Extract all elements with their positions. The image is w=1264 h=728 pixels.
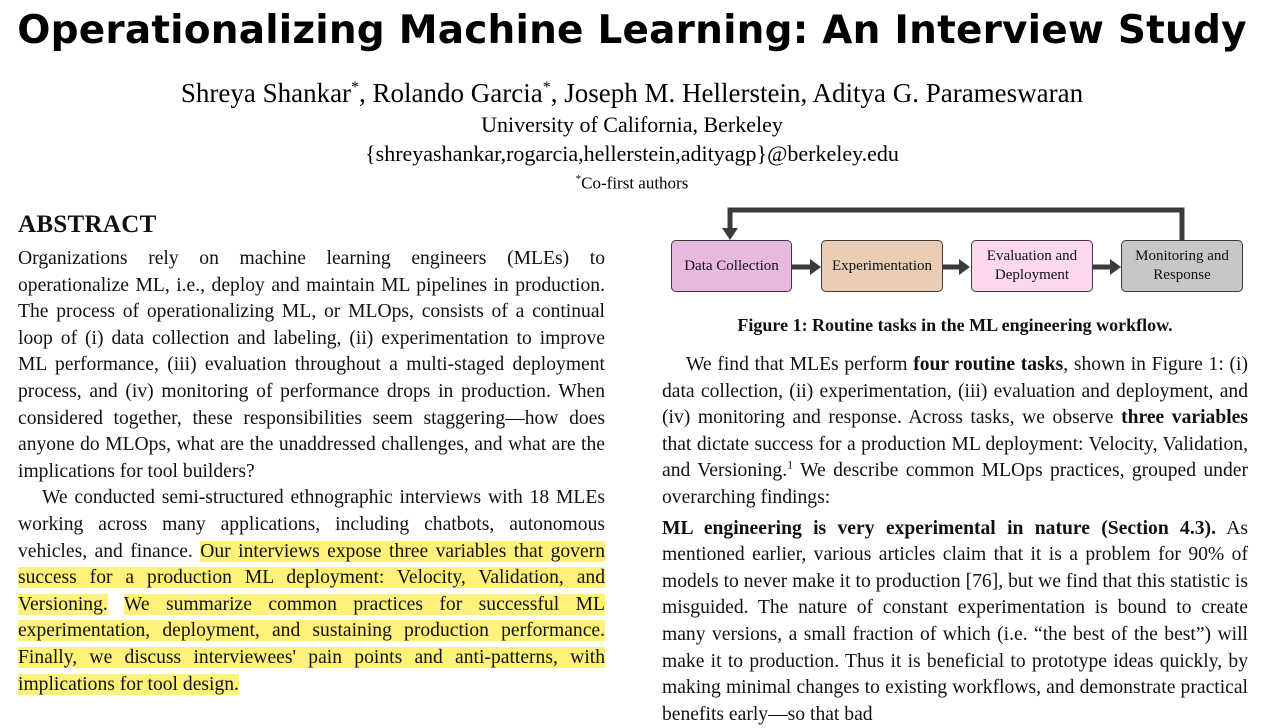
box-evaluation-deployment xyxy=(971,240,1093,292)
intro-paragraph-1 xyxy=(662,352,1248,512)
feedback-loop-arrow xyxy=(730,210,1182,240)
author-name: Joseph M. Hellerstein xyxy=(564,78,801,108)
co-first-marker: * xyxy=(351,79,360,96)
author-separator: , xyxy=(550,78,565,108)
author-name: Rolando Garcia xyxy=(372,78,543,108)
abstract-heading: ABSTRACT xyxy=(18,211,157,238)
finding-heading: ML engineering is very experimental in nature (Section 4.3). xyxy=(662,517,1216,539)
author-separator: , xyxy=(800,78,813,108)
highlighted-sentence[interactable]: We summarize common practices for successful ML experimentation, deployment, and sustaining production performance. xyxy=(18,593,605,642)
intro-text: We describe common MLOps practices, grouped under overarching findings: xyxy=(662,460,1248,508)
author-name: Shreya Shankar xyxy=(180,78,352,108)
abstract-space xyxy=(108,594,124,615)
box-label: Data Collection xyxy=(684,257,779,274)
intro-text: As mentioned earlier, various articles claim that it is a problem for 90% of models to never make it to production [76], but we find that this statistic is misguided. The nature of constant experimentation is bound to create many versions, a small fraction of which (i.e. “the best of the best”) will make it to production. Thus it is beneficial to prototype ideas quickly, by making minimal changes to existing workflows, and demonstrate practical benefits early—so that bad xyxy=(662,517,1248,725)
author-list xyxy=(0,78,1264,109)
box-label: Evaluation and Deployment xyxy=(986,248,1078,283)
abstract-paragraph-2 xyxy=(18,485,605,698)
intro-paragraph-2 xyxy=(662,516,1248,728)
highlighted-sentence[interactable]: Our interviews expose three variables that govern success for a production ML deployment: Velocity, Validation, and Versioning. xyxy=(18,540,605,615)
intro-section xyxy=(662,352,1248,728)
arrowhead-3 xyxy=(1110,259,1121,275)
author-separator: , xyxy=(359,78,373,108)
intro-text: We find that MLEs perform xyxy=(686,354,914,375)
highlighted-sentence[interactable]: Finally, we discuss interviewees' pain points and anti-patterns, with implications for tool design. xyxy=(18,646,605,695)
footnote-marker[interactable]: 1 xyxy=(787,457,794,472)
co-first-text: Co-first authors xyxy=(581,173,689,193)
abstract-text: We conducted semi-structured ethnographic interviews with 18 MLEs working across many applications, including chatbots, autonomous vehicles, and finance. xyxy=(18,487,605,562)
arrowhead-2 xyxy=(959,259,970,275)
author-emails: {shreyashankar,rogarcia,hellerstein,adityagp}@berkeley.edu xyxy=(365,141,899,166)
affiliation: University of California, Berkeley xyxy=(481,112,783,137)
box-label: Experimentation xyxy=(832,257,932,274)
box-label: Monitoring and Response xyxy=(1135,248,1229,283)
arrowhead-1 xyxy=(810,259,821,275)
figure-caption: Figure 1: Routine tasks in the ML engineering workflow. xyxy=(737,315,1173,335)
bold-phrase: four routine tasks xyxy=(913,354,1064,375)
feedback-arrowhead xyxy=(722,228,738,240)
co-first-note xyxy=(0,173,1264,194)
intro-text: that dictate success for a production ML deployment: Velocity, Validation, and Versioning. xyxy=(662,433,1248,482)
box-data-collection xyxy=(671,240,792,292)
paper-title: Operationalizing Machine Learning: An Interview Study xyxy=(17,8,1247,53)
abstract-paragraph-1: Organizations rely on machine learning engineers (MLEs) to operationalize ML, i.e., deploy and maintain ML pipelines in production. The process of operationalizing ML, or MLOps, consists of a continual loop of (i) data collection and labeling, (ii) experimentation to improve ML performance, (iii) evaluation throughout a multi-staged deployment process, and (iv) monitoring of performance drops in production. When considered together, these responsibilities seem staggering—how does anyone do MLOps, what are the unaddressed challenges, and what are the implications for tool builders? xyxy=(18,248,605,482)
intro-text: , shown in Figure 1: (i) data collection, (ii) experimentation, (iii) evaluation and deployment, and (iv) monitoring and response. Across tasks, we observe xyxy=(662,354,1248,429)
bold-phrase: three variables xyxy=(1121,407,1249,429)
author-name: Aditya G. Parameswaran xyxy=(812,78,1084,108)
co-first-marker: * xyxy=(575,173,582,185)
co-first-marker: * xyxy=(542,79,551,96)
box-monitoring-response xyxy=(1121,240,1243,292)
box-experimentation xyxy=(821,240,943,292)
abstract-section xyxy=(18,208,605,698)
